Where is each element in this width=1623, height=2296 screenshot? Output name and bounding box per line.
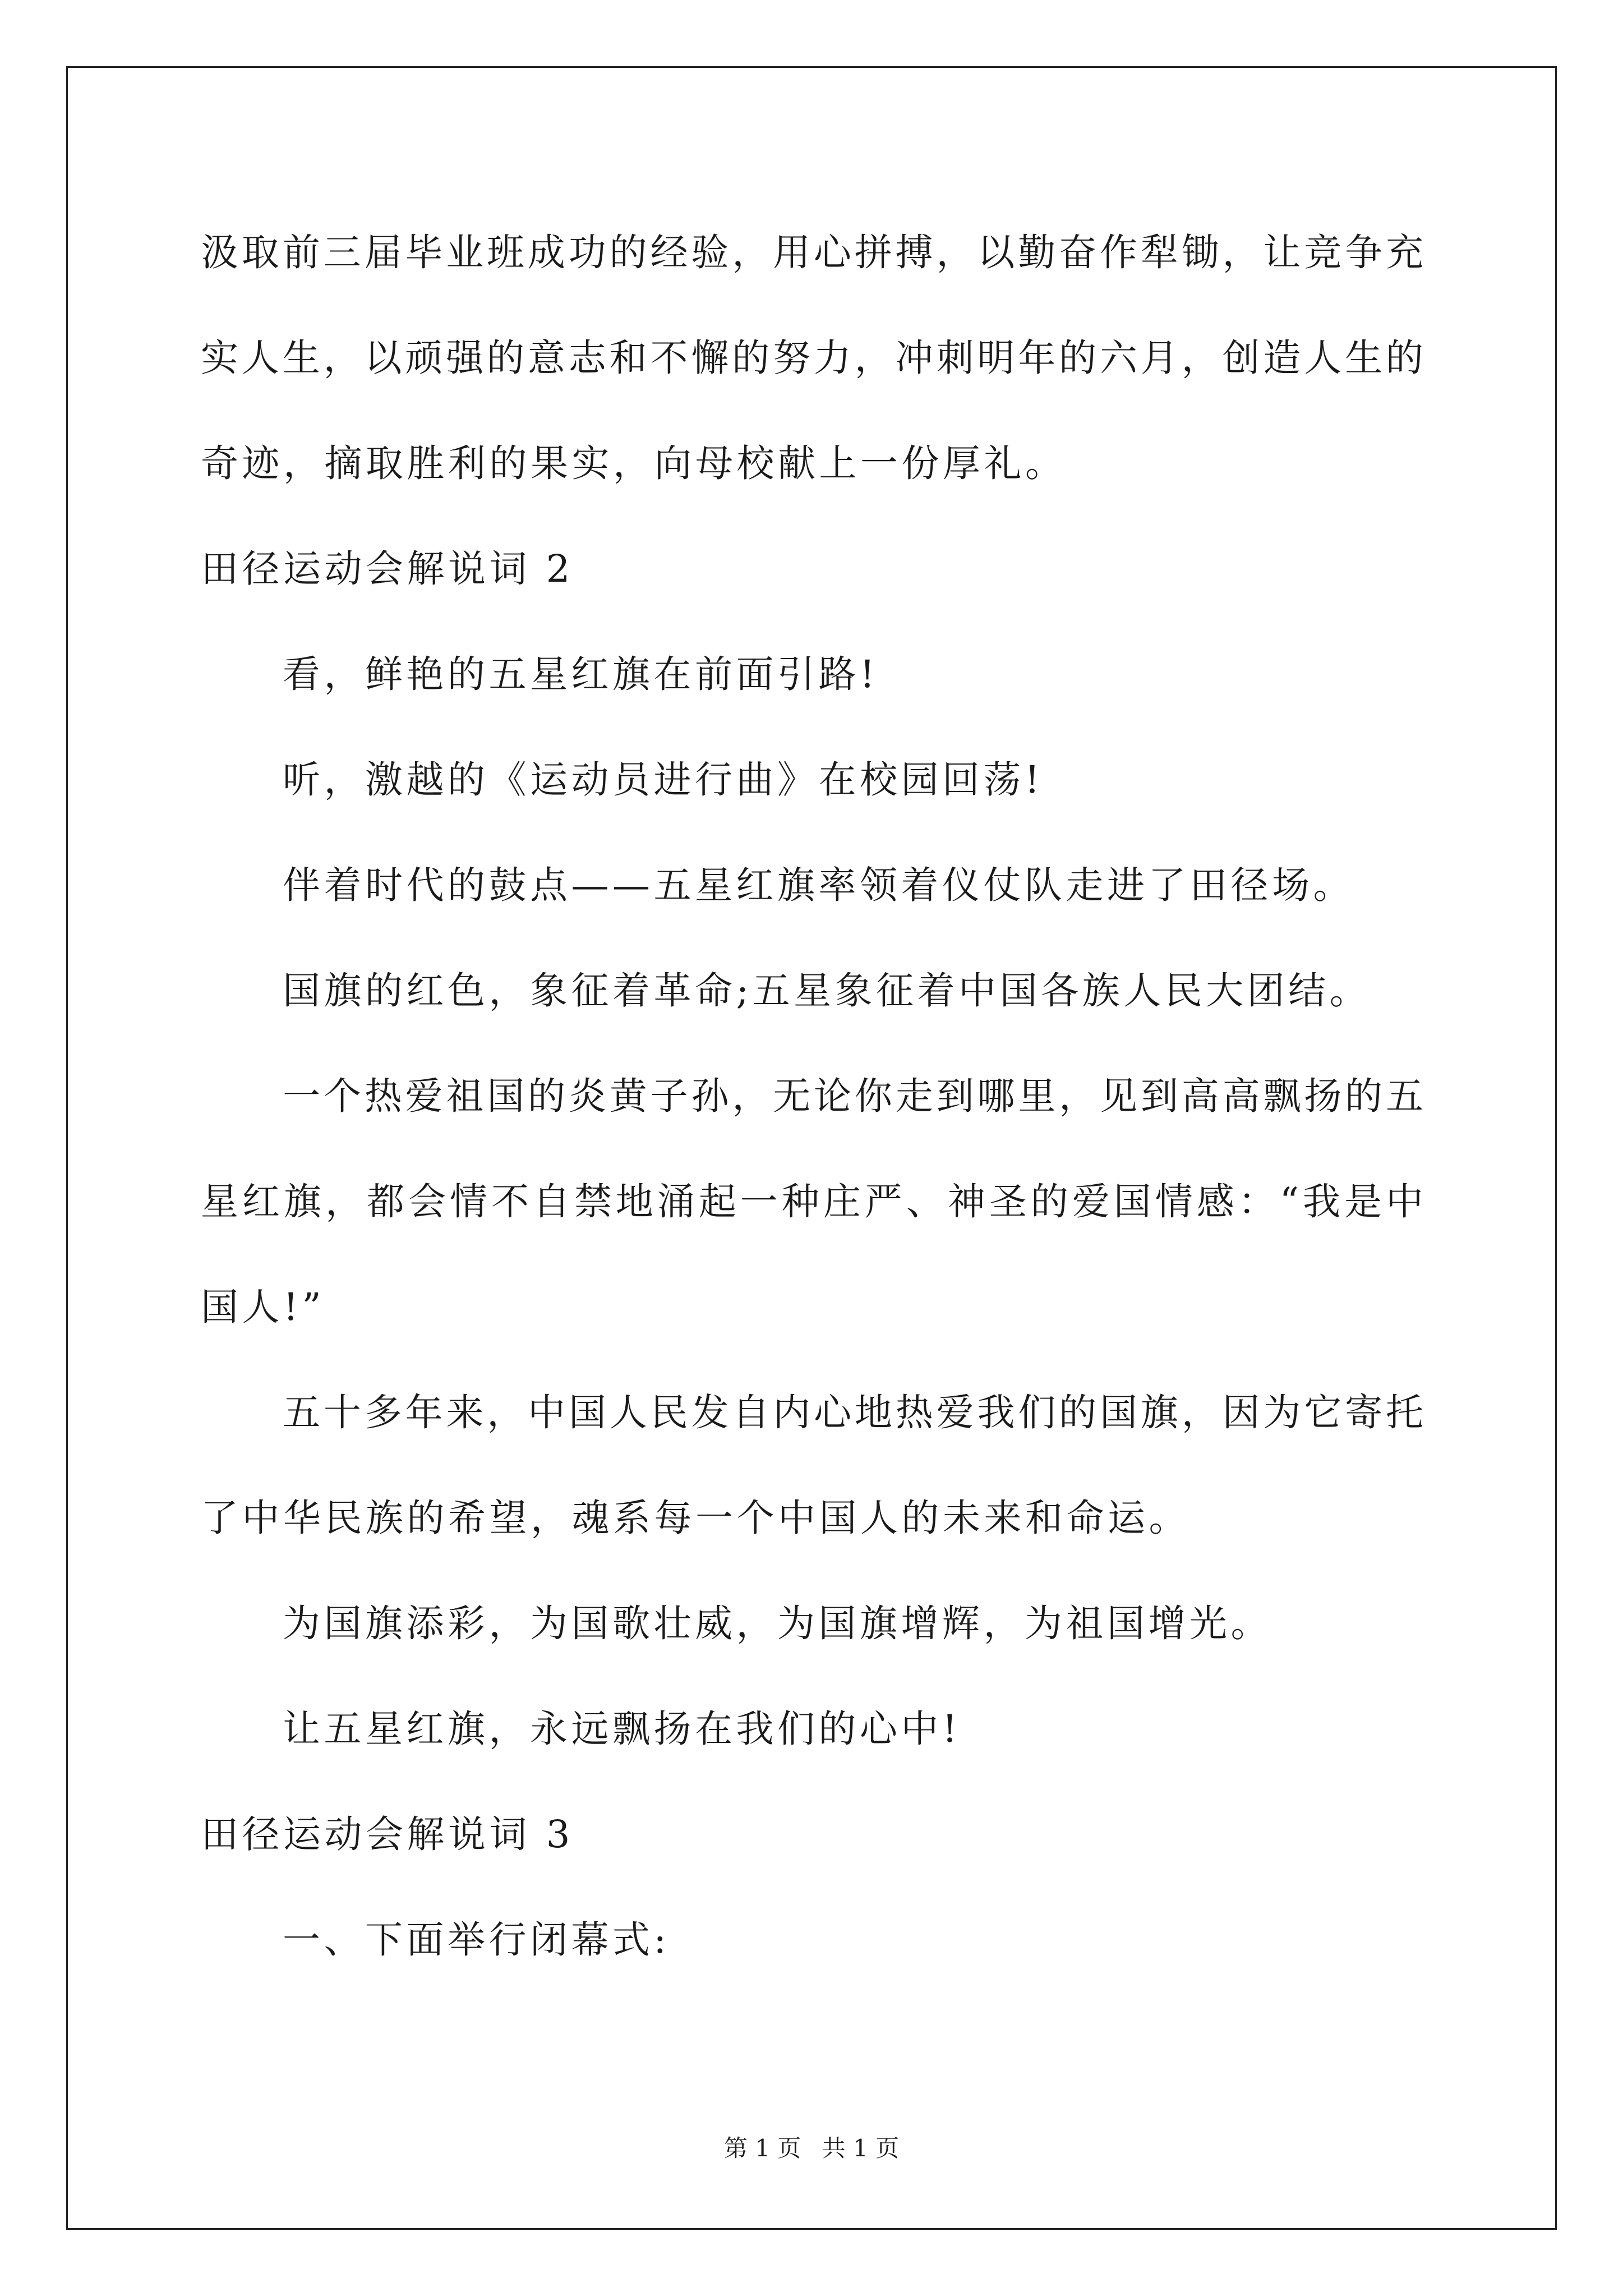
paragraph-line: 实人生，以顽强的意志和不懈的努力，冲刺明年的六月，创造人生的 — [201, 336, 1423, 380]
paragraph-line: 奇迹，摘取胜利的果实，向母校献上一份厚礼。 — [201, 441, 1067, 485]
section-heading: 田径运动会解说词 2 — [201, 547, 574, 591]
paragraph-line: 伴着时代的鼓点——五星红旗率领着仪仗队走进了田径场。 — [283, 863, 1354, 907]
page-total: 共 1 页 — [822, 2134, 900, 2162]
paragraph-line: 五十多年来，中国人民发自内心地热爱我们的国旗，因为它寄托 — [283, 1391, 1423, 1434]
page-number: 第 1 页 — [723, 2134, 801, 2162]
page-border — [66, 66, 1557, 2230]
page-footer — [0, 2132, 1623, 2165]
paragraph-line: 听，激越的《运动员进行曲》在校园回荡! — [283, 758, 1044, 802]
paragraph-line: 了中华民族的希望，魂系每一个中国人的未来和命运。 — [201, 1496, 1190, 1540]
paragraph-line: 国旗的红色，象征着革命;五星象征着中国各族人民大团结。 — [283, 969, 1371, 1013]
paragraph-line: 一个热爱祖国的炎黄子孙，无论你走到哪里，见到高高飘扬的五 — [283, 1074, 1423, 1118]
paragraph-line: 汲取前三届毕业班成功的经验，用心拼搏，以勤奋作犁锄，让竞争充 — [201, 231, 1423, 274]
paragraph-line: 看，鲜艳的五星红旗在前面引路! — [283, 652, 879, 696]
paragraph-line: 国人!” — [201, 1285, 325, 1329]
paragraph-line: 为国旗添彩，为国歌壮威，为国旗增辉，为祖国增光。 — [283, 1602, 1272, 1645]
paragraph-line: 让五星红旗，永远飘扬在我们的心中! — [283, 1707, 961, 1751]
paragraph-line: 一、下面举行闭幕式: — [283, 1918, 670, 1962]
paragraph-line: 星红旗，都会情不自禁地涌起一种庄严、神圣的爱国情感：“我是中 — [201, 1180, 1423, 1223]
section-heading: 田径运动会解说词 3 — [201, 1812, 574, 1856]
